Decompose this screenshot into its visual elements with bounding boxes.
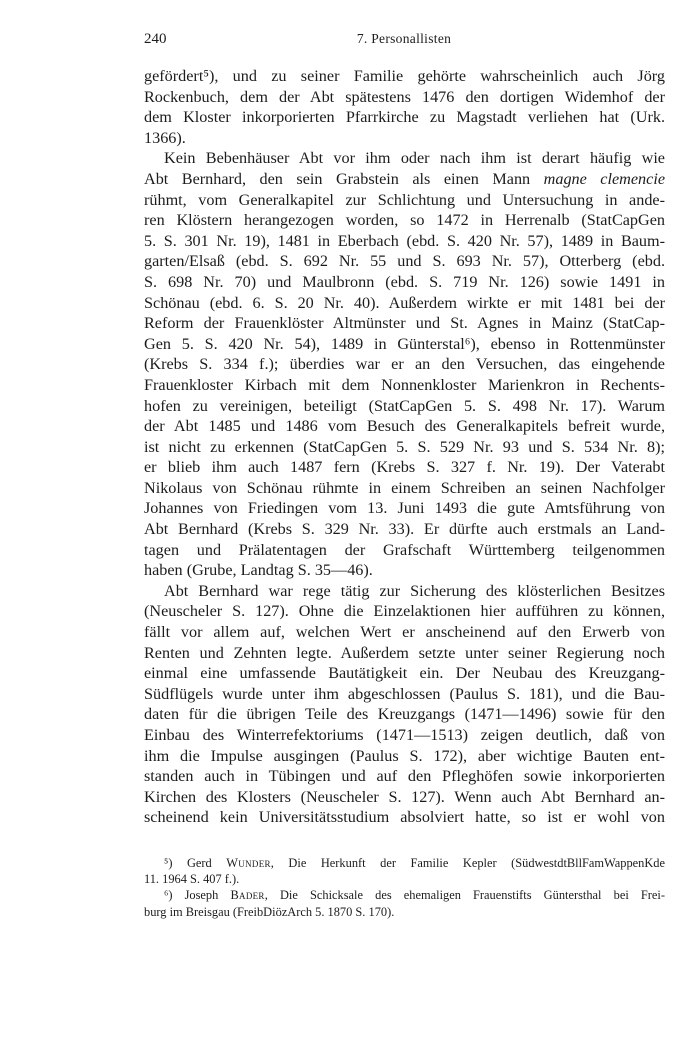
text-line: Schönau (ebd. 6. S. 20 Nr. 40). Außerdem wirkte er mit 1481 bei der: [144, 293, 665, 312]
text-line: Rockenbuch, dem der Abt spätestens 1476 den dortigen Widemhof der: [144, 87, 665, 106]
text-line: der Abt 1485 und 1486 vom Besuch des Generalkapitels befreit wurde,: [144, 417, 665, 436]
text-fragment: Abt Bernhard, den sein Grabstein als einen Mann: [144, 169, 544, 188]
author-name: Bader: [230, 888, 265, 903]
text-fragment: , Die Herkunft der Familie Kepler (SüdwestdtBllFamWappenKde: [270, 856, 665, 870]
text-line: ren Klöstern herangezogen worden, so 1472 in Herrenalb (StatCapGen: [144, 211, 665, 230]
text-line: ist nicht zu erkennen (StatCapGen 5. S. 529 Nr. 93 und S. 534 Nr. 8);: [144, 437, 665, 456]
text-line: Südflügels wurde unter ihm abgeschlossen (Paulus S. 181), und die Bau-: [144, 684, 665, 703]
text-line: Reform der Frauenklöster Altmünster und St. Agnes in Mainz (StatCap-: [144, 314, 665, 333]
text-line: S. 698 Nr. 70) und Maulbronn (ebd. S. 719 Nr. 126) sowie 1491 in: [144, 272, 665, 291]
footnotes: [144, 855, 665, 920]
text-line: fällt vor allem auf, welchen Wert er anscheinend auf den Erwerb von: [144, 623, 665, 642]
text-line: ihm die Impulse ausgingen (Paulus S. 172), aber wichtige Bauten ent-: [144, 746, 665, 765]
text-line: Kein Bebenhäuser Abt vor ihm oder nach ihm ist derart häufig wie: [164, 149, 665, 168]
footnote-marker: ⁵) Gerd: [164, 856, 227, 870]
running-title: 7. Personallisten: [356, 31, 452, 46]
text-line: Einbau des Winterrefektoriums (1471—1513) zeigen deutlich, daß von: [144, 726, 665, 744]
footnote-5: [144, 855, 665, 887]
paragraph-2: [144, 148, 665, 580]
latin-quote: magne clemencie: [543, 169, 666, 188]
text-line: Abt Bernhard (Krebs S. 329 Nr. 33). Er dürfte auch erstmals an Land-: [144, 520, 665, 539]
body-text: [144, 66, 665, 828]
text-line: Renten und Zehnten legte. Außerdem setzte unter seiner Regierung noch: [144, 643, 665, 662]
text-line: Abt Bernhard war rege tätig zur Sicherung des klösterlichen Besitzes: [164, 581, 665, 600]
author-name: Wunder: [226, 856, 271, 870]
text-line: Johannes von Friedingen vom 13. Juni 1493 die gute Amtsführung von: [144, 499, 665, 518]
footnote-6: [144, 887, 665, 919]
text-line: gefördert⁵), und zu seiner Familie gehörte wahrscheinlich auch Jörg: [144, 67, 665, 85]
text-line: hofen zu vereinigen, beteiligt (StatCapGen 5. S. 498 Nr. 17). Warum: [144, 396, 665, 415]
text-line: [144, 855, 665, 871]
running-head: [144, 31, 664, 53]
text-line: 5. S. 301 Nr. 19), 1481 in Eberbach (ebd. S. 420 Nr. 57), 1489 in Baum-: [144, 231, 665, 250]
text-line: Nikolaus von Schönau rühmte in einem Schreiben an seinen Nachfolger: [144, 478, 665, 497]
text-line: [144, 887, 665, 903]
text-line: Kirchen des Klosters (Neuscheler S. 127). Wenn auch Abt Bernhard an-: [144, 787, 665, 806]
text-line: 11. 1964 S. 407 f.).: [144, 872, 240, 887]
text-line: rühmt, vom Generalkapitel zur Schlichtung und Untersuchung in ande-: [144, 190, 665, 209]
text-line: burg im Breisgau (FreibDiözArch 5. 1870 S. 170).: [144, 904, 395, 919]
page-number: 240: [144, 31, 167, 47]
text-line: einmal eine umfassende Bautätigkeit ein. Der Neubau des Kreuzgang-: [144, 664, 665, 683]
text-line: daten für die übrigen Teile des Kreuzgangs (1471—1496) sowie für den: [144, 705, 665, 724]
text-line: Frauenkloster Kirbach mit dem Nonnenkloster Marienkron in Rechents-: [144, 375, 665, 394]
paragraph-3: [144, 581, 665, 828]
text-line: [144, 169, 665, 190]
text-line: (Krebs S. 334 f.); überdies war er an den Versuchen, das eingehende: [144, 355, 665, 374]
text-line: er blieb ihm auch 1487 fern (Krebs S. 327 f. Nr. 19). Der Vaterabt: [144, 458, 665, 477]
text-fragment: , Die Schicksale des ehemaligen Frauenstifts Güntersthal bei Frei-: [264, 888, 666, 903]
text-line: dem Kloster inkorporierten Pfarrkirche zu Magstadt verliehen hat (Urk.: [144, 108, 665, 127]
text-line: 1366).: [144, 128, 186, 147]
text-line: tagen und Prälatentagen der Grafschaft Württemberg teilgenommen: [144, 540, 665, 559]
text-line: Gen 5. S. 420 Nr. 54), 1489 in Günterstal⁶), ebenso in Rottenmünster: [144, 334, 665, 353]
text-line: standen auch in Tübingen und auf den Pfleghöfen sowie inkorporierten: [144, 767, 665, 786]
paragraph-1: [144, 66, 665, 148]
footnote-marker: ⁶) Joseph: [164, 888, 231, 903]
text-line: scheinend kein Universitätsstudium absolviert hatte, so ist er wohl von: [144, 808, 665, 827]
text-line: (Neuscheler S. 127). Ohne die Einzelaktionen hier aufführen zu können,: [144, 602, 665, 621]
text-line: garten/Elsaß (ebd. S. 692 Nr. 55 und S. 693 Nr. 57), Otterberg (ebd.: [144, 252, 665, 271]
text-line: haben (Grube, Landtag S. 35—46).: [144, 561, 373, 580]
